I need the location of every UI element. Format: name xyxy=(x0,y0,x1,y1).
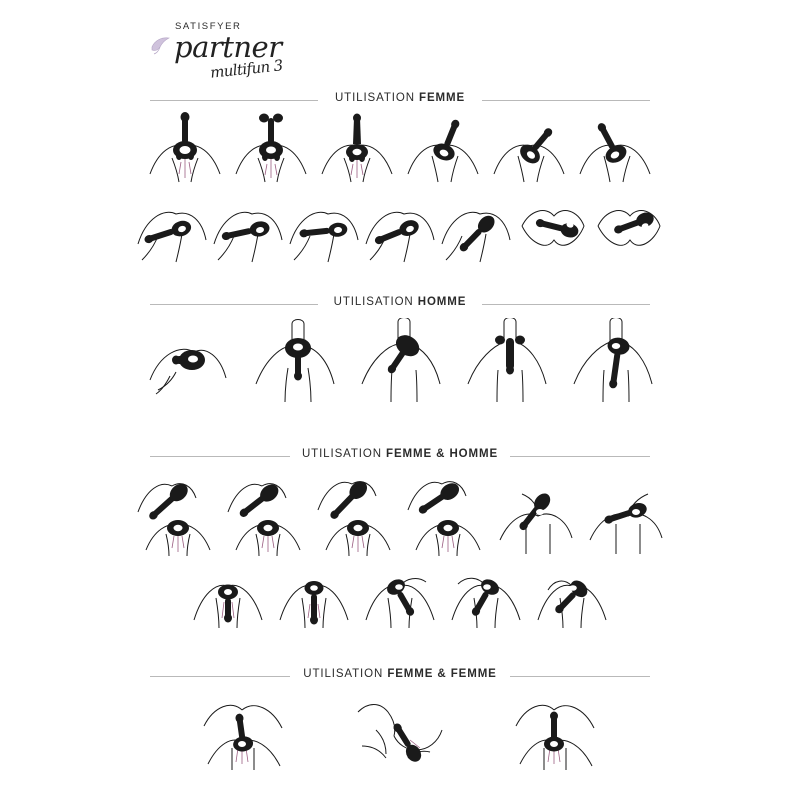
figure-vulva-front xyxy=(576,112,654,184)
bird-icon xyxy=(150,34,172,56)
section-header-femme-homme xyxy=(150,448,650,464)
figure-row-homme-1 xyxy=(160,318,640,406)
figure-vulva-front xyxy=(404,112,482,184)
section-title-femme: UTILISATION FEMME xyxy=(326,92,474,104)
section-header-homme xyxy=(150,296,650,312)
figure-couple-hetero-low xyxy=(362,560,438,630)
figure-vulva-angled xyxy=(364,196,436,266)
section-header-femme xyxy=(150,92,650,108)
figure-couple-femme xyxy=(198,692,290,772)
figure-couple-hetero xyxy=(132,466,218,558)
figure-vulva-angled xyxy=(516,196,588,266)
figure-couple-hetero xyxy=(222,466,308,558)
rule-left xyxy=(150,456,290,457)
figure-couple-femme xyxy=(510,692,602,772)
figure-penis xyxy=(464,318,548,406)
section-header-femme-femme xyxy=(150,668,650,684)
figure-vulva-angled xyxy=(592,196,664,266)
figure-row-femme-2 xyxy=(145,196,655,266)
figure-vulva-front xyxy=(490,112,568,184)
rule-left xyxy=(150,676,290,677)
section-title-homme: UTILISATION HOMME xyxy=(325,296,476,308)
figure-penis xyxy=(358,318,442,406)
brand-product: partner xyxy=(174,30,282,64)
figure-row-femme-1 xyxy=(150,112,650,184)
rule-right xyxy=(510,456,650,457)
figure-vulva-front xyxy=(146,112,224,184)
figure-vulva-angled xyxy=(288,196,360,266)
figure-penis xyxy=(146,318,230,406)
section-title-femme-femme: UTILISATION FEMME & FEMME xyxy=(294,668,506,680)
brand-name: SATISFYER xyxy=(175,21,242,32)
figure-penis xyxy=(252,318,336,406)
figure-couple-hetero xyxy=(492,466,578,558)
figure-row-femme-homme-1 xyxy=(142,466,658,558)
figure-couple-hetero-low xyxy=(276,560,352,630)
figure-couple-hetero xyxy=(582,466,668,558)
figure-vulva-angled xyxy=(440,196,512,266)
figure-couple-femme xyxy=(354,692,446,772)
figure-row-femme-femme-1 xyxy=(210,692,590,772)
figure-couple-hetero xyxy=(402,466,488,558)
section-title-femme-homme: UTILISATION FEMME & HOMME xyxy=(293,448,507,460)
rule-right xyxy=(482,304,650,305)
figure-penis xyxy=(570,318,654,406)
figure-row-femme-homme-2 xyxy=(185,560,615,630)
figure-couple-hetero-low xyxy=(448,560,524,630)
brand-logo xyxy=(150,18,370,86)
rule-left xyxy=(150,304,318,305)
brand-variant: multifun 3 xyxy=(209,56,284,82)
figure-vulva-front xyxy=(232,112,310,184)
figure-vulva-front xyxy=(318,112,396,184)
figure-couple-hetero-low xyxy=(534,560,610,630)
rule-right xyxy=(482,100,650,101)
figure-couple-hetero-low xyxy=(190,560,266,630)
rule-left xyxy=(150,100,318,101)
figure-vulva-angled xyxy=(212,196,284,266)
figure-couple-hetero xyxy=(312,466,398,558)
rule-right xyxy=(510,676,650,677)
figure-vulva-angled xyxy=(136,196,208,266)
